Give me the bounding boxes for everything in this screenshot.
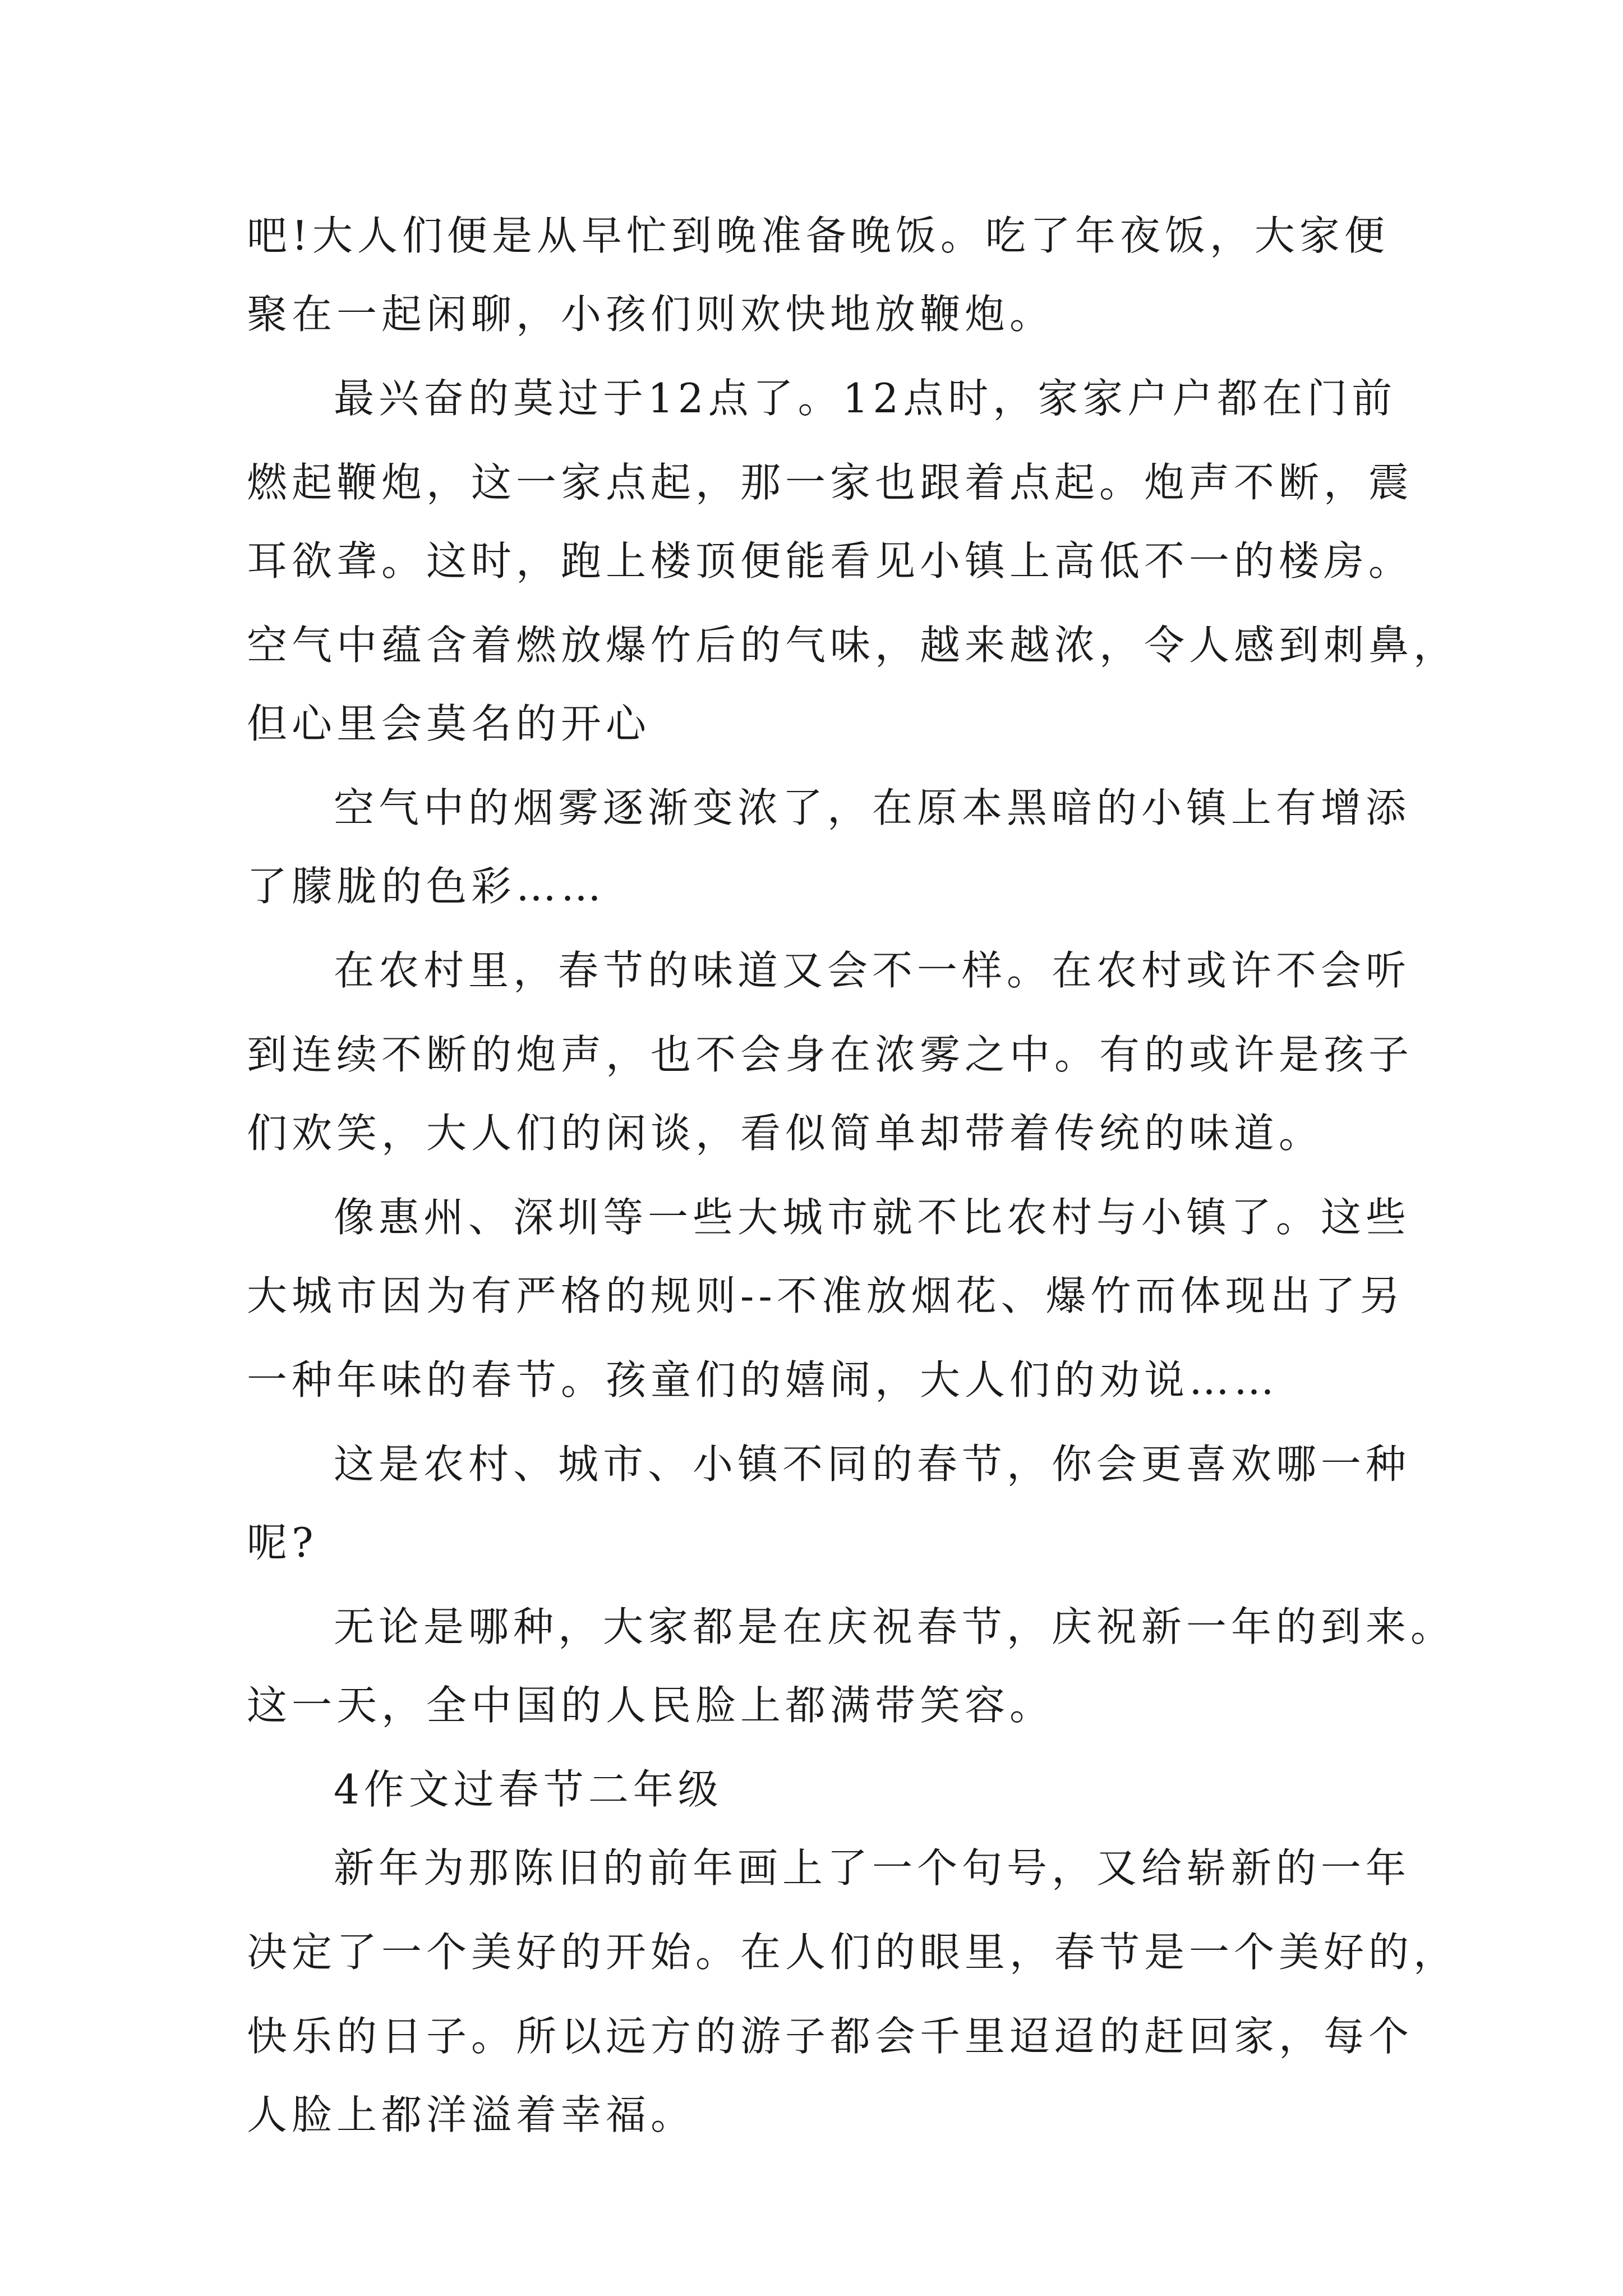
text-line: 燃起鞭炮，这一家点起，那一家也跟着点起。炮声不断，震 bbox=[247, 459, 1414, 506]
text-line: 们欢笑，大人们的闲谈，看似简单却带着传统的味道。 bbox=[247, 1110, 1324, 1157]
paragraph-start-line: 这是农村、城市、小镇不同的春节，你会更喜欢哪一种 bbox=[334, 1441, 1411, 1488]
text-line: 快乐的日子。所以远方的游子都会千里迢迢的赶回家，每个 bbox=[247, 2013, 1414, 2060]
text-line: 一种年味的春节。孩童们的嬉闹，大人们的劝说…… bbox=[247, 1356, 1279, 1404]
text-line: 耳欲聋。这时，跑上楼顶便能看见小镇上高低不一的楼房。 bbox=[247, 537, 1414, 585]
paragraph-start-line: 新年为那陈旧的前年画上了一个句号，又给崭新的一年 bbox=[334, 1844, 1411, 1892]
text-line: 空气中蕴含着燃放爆竹后的气味，越来越浓，令人感到刺鼻， bbox=[247, 622, 1459, 669]
paragraph-start-line: 像惠州、深圳等一些大城市就不比农村与小镇了。这些 bbox=[334, 1194, 1411, 1241]
text-line: 吧!大人们便是从早忙到晚准备晚饭。吃了年夜饭，大家便 bbox=[247, 212, 1389, 259]
text-line: 决定了一个美好的开始。在人们的眼里，春节是一个美好的， bbox=[247, 1929, 1459, 1976]
text-line: 了朦胧的色彩…… bbox=[247, 863, 606, 910]
text-line: 但心里会莫名的开心 bbox=[247, 700, 651, 747]
paragraph-start-line: 无论是哪种，大家都是在庆祝春节，庆祝新一年的到来。 bbox=[334, 1603, 1456, 1650]
paragraph-start-line: 空气中的烟雾逐渐变浓了，在原本黑暗的小镇上有增添 bbox=[334, 784, 1411, 831]
paragraph-start-line: 最兴奋的莫过于12点了。12点时，家家户户都在门前 bbox=[334, 375, 1397, 422]
section-heading: 4作文过春节二年级 bbox=[334, 1766, 723, 1813]
text-line: 聚在一起闲聊，小孩们则欢快地放鞭炮。 bbox=[247, 291, 1055, 338]
text-line: 人脸上都洋溢着幸福。 bbox=[247, 2091, 696, 2138]
text-line: 这一天，全中国的人民脸上都满带笑容。 bbox=[247, 1682, 1055, 1729]
text-line: 到连续不断的炮声，也不会身在浓雾之中。有的或许是孩子 bbox=[247, 1031, 1414, 1078]
text-line: 呢? bbox=[247, 1519, 318, 1566]
text-line: 大城市因为有严格的规则--不准放烟花、爆竹而体现出了另 bbox=[247, 1272, 1405, 1319]
paragraph-start-line: 在农村里，春节的味道又会不一样。在农村或许不会听 bbox=[334, 947, 1411, 994]
